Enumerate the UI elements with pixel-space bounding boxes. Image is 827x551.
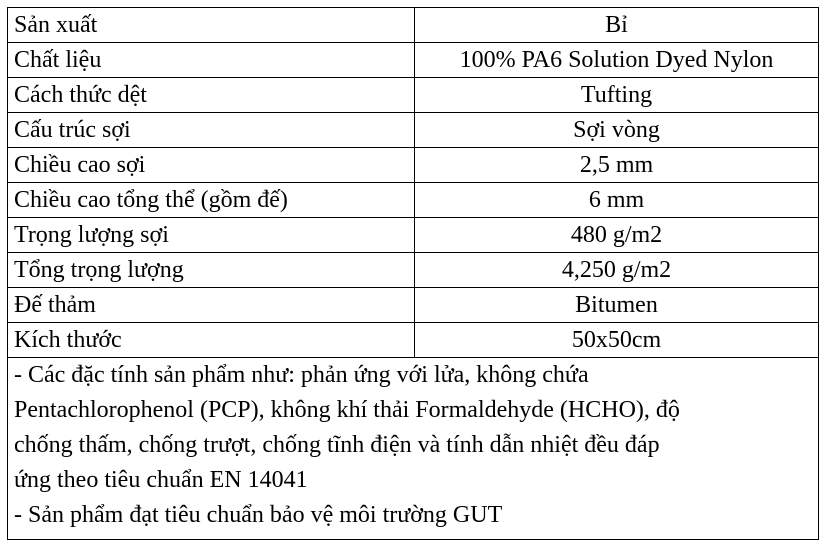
spec-label-material: Chất liệu: [8, 43, 415, 78]
spec-label-size: Kích thước: [8, 323, 415, 358]
spec-value-pile-height: 2,5 mm: [415, 148, 819, 183]
note-line-5: - Sản phẩm đạt tiêu chuẩn bảo vệ môi trường GUT: [14, 502, 503, 528]
note-line-1: - Các đặc tính sản phẩm như: phản ứng với lửa, không chứa: [14, 362, 589, 388]
spec-label-backing: Đế thảm: [8, 288, 415, 323]
spec-label-pile-height: Chiều cao sợi: [8, 148, 415, 183]
notes-row: [8, 358, 819, 540]
spec-value-total-weight: 4,250 g/m2: [415, 253, 819, 288]
note-line-2: Pentachlorophenol (PCP), không khí thải Formaldehyde (HCHO), độ: [14, 397, 680, 423]
spec-value-backing: Bitumen: [415, 288, 819, 323]
spec-value-weave-method: Tufting: [415, 78, 819, 113]
spec-label-total-height: Chiều cao tổng thể (gồm đế): [8, 183, 415, 218]
note-line-3: chống thấm, chống trượt, chống tĩnh điện và tính dẫn nhiệt đều đáp: [14, 432, 660, 458]
spec-value-origin: Bỉ: [415, 8, 819, 43]
specification-rows: [8, 8, 819, 540]
spec-row-weave-method: [8, 78, 819, 113]
spec-row-total-height: [8, 183, 819, 218]
spec-label-weave-method: Cách thức dệt: [8, 78, 415, 113]
spec-label-origin: Sản xuất: [8, 8, 415, 43]
spec-row-backing: [8, 288, 819, 323]
notes-cell: [8, 358, 819, 540]
spec-label-yarn-structure: Cấu trúc sợi: [8, 113, 415, 148]
note-line-4: ứng theo tiêu chuẩn EN 14041: [14, 467, 308, 493]
spec-label-total-weight: Tổng trọng lượng: [8, 253, 415, 288]
spec-value-size: 50x50cm: [415, 323, 819, 358]
spec-row-size: [8, 323, 819, 358]
spec-value-total-height: 6 mm: [415, 183, 819, 218]
spec-row-material: [8, 43, 819, 78]
specification-table: [7, 7, 819, 540]
spec-row-origin: [8, 8, 819, 43]
spec-row-yarn-structure: [8, 113, 819, 148]
spec-row-total-weight: [8, 253, 819, 288]
spec-value-yarn-structure: Sợi vòng: [415, 113, 819, 148]
spec-row-pile-height: [8, 148, 819, 183]
spec-value-material: 100% PA6 Solution Dyed Nylon: [415, 43, 819, 78]
spec-row-pile-weight: [8, 218, 819, 253]
spec-value-pile-weight: 480 g/m2: [415, 218, 819, 253]
spec-label-pile-weight: Trọng lượng sợi: [8, 218, 415, 253]
